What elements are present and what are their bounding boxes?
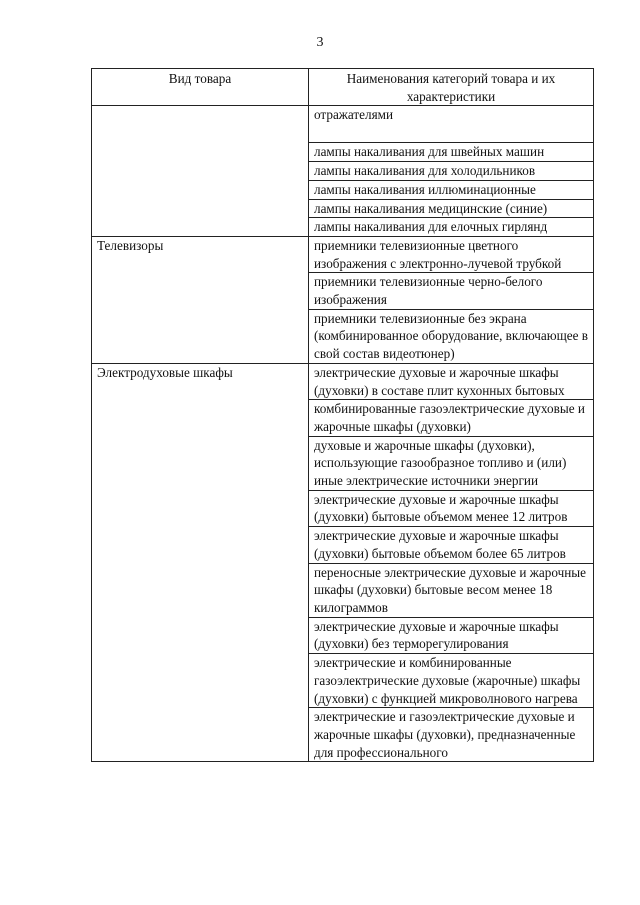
- goods-table: [91, 68, 594, 762]
- category-cell: электрические и комбинированные газоэлектрические духовые (жарочные) шкафы (духовки) с функцией микроволнового нагрева: [309, 654, 594, 708]
- category-cell: лампы накаливания иллюминационные: [309, 180, 594, 199]
- header-categories: Наименования категорий товара и их характеристики: [309, 69, 594, 106]
- category-cell: лампы накаливания для холодильников: [309, 162, 594, 181]
- category-cell: комбинированные газоэлектрические духовые и жарочные шкафы (духовки): [309, 400, 594, 436]
- table-row: [92, 363, 594, 399]
- page-number: 3: [316, 35, 324, 50]
- category-cell: приемники телевизионные без экрана (комбинированное оборудование, включающее в свой состав видеотюнер): [309, 309, 594, 363]
- goods-type-cell: Электродуховые шкафы: [92, 363, 309, 761]
- header-goods-type: Вид товара: [92, 69, 309, 106]
- category-cell: переносные электрические духовые и жарочные шкафы (духовки) бытовые весом менее 18 килограммов: [309, 563, 594, 617]
- category-cell: электрические духовые и жарочные шкафы (духовки) бытовые объемом менее 12 литров: [309, 490, 594, 526]
- category-cell: приемники телевизионные черно-белого изображения: [309, 273, 594, 309]
- goods-type-cell: Телевизоры: [92, 236, 309, 363]
- category-cell: электрические и газоэлектрические духовые и жарочные шкафы (духовки), предназначенные для профессионального: [309, 708, 594, 762]
- category-cell: лампы накаливания для швейных машин: [309, 143, 594, 162]
- table-row: [92, 236, 594, 272]
- table-row: [92, 106, 594, 143]
- category-cell: лампы накаливания медицинские (синие): [309, 199, 594, 218]
- goods-type-cell: [92, 106, 309, 237]
- table-header-row: [92, 69, 594, 106]
- category-cell: духовые и жарочные шкафы (духовки), использующие газообразное топливо и (или) иные электрические источники энергии: [309, 436, 594, 490]
- category-cell: электрические духовые и жарочные шкафы (духовки) без терморегулирования: [309, 617, 594, 653]
- category-cell: лампы накаливания для елочных гирлянд: [309, 218, 594, 237]
- category-cell: отражателями: [309, 106, 594, 143]
- category-cell: электрические духовые и жарочные шкафы (духовки) в составе плит кухонных бытовых: [309, 363, 594, 399]
- category-cell: электрические духовые и жарочные шкафы (духовки) бытовые объемом более 65 литров: [309, 527, 594, 563]
- category-cell: приемники телевизионные цветного изображения с электронно-лучевой трубкой: [309, 236, 594, 272]
